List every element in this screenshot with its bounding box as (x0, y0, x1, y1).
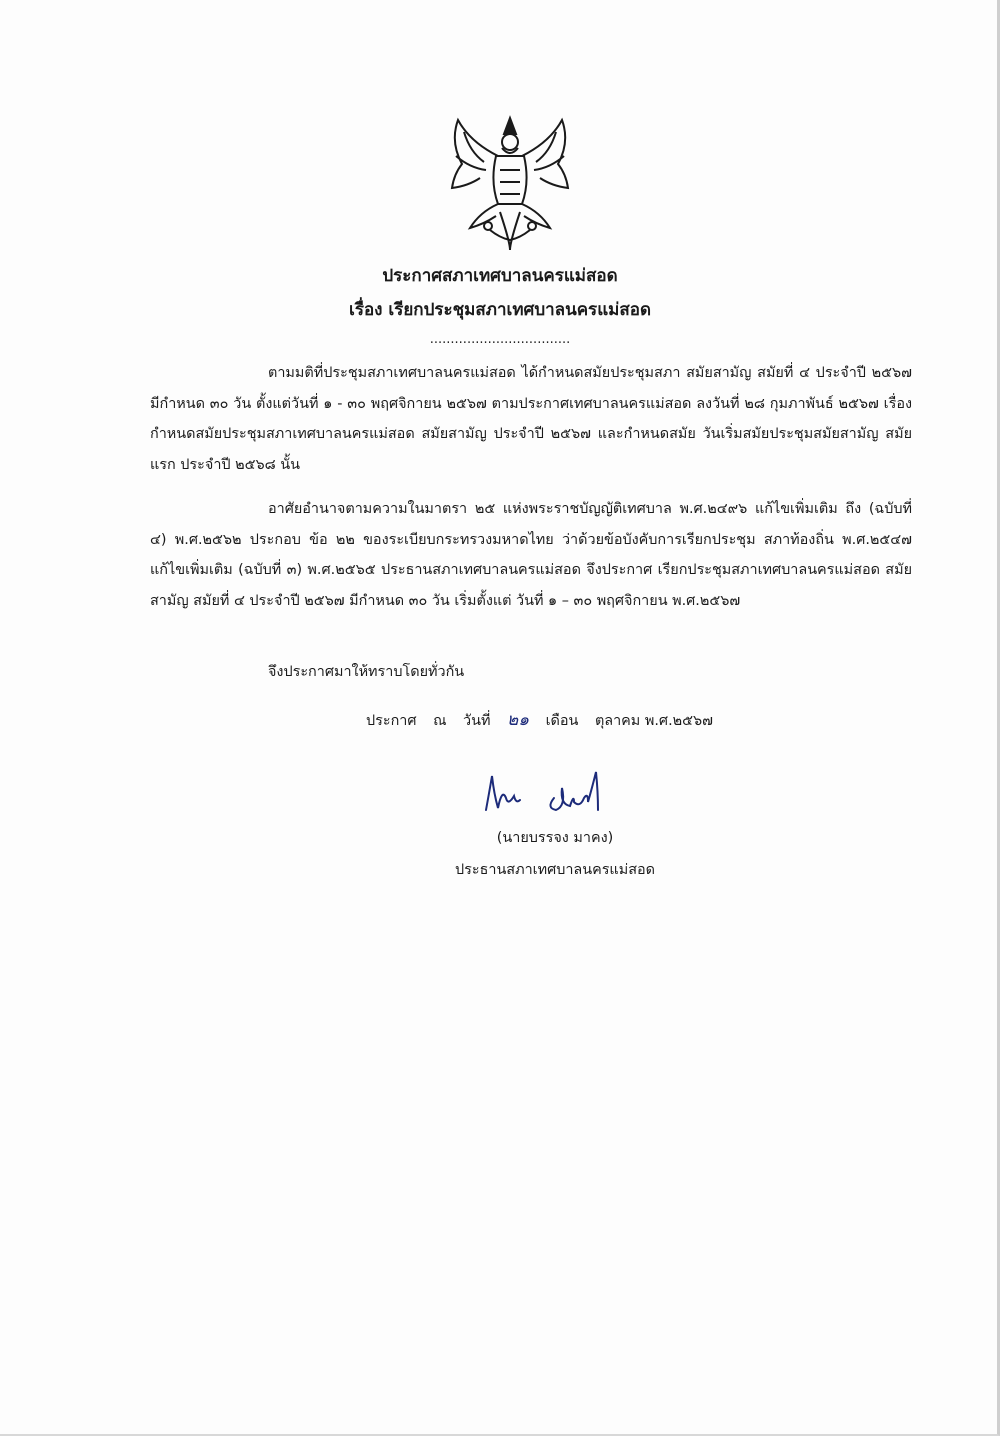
month-year-value: ตุลาคม พ.ศ.๒๕๖๗ (594, 713, 713, 729)
signer-name: (นายบรรจง มาคง) (496, 830, 614, 846)
closing-statement: จึงประกาศมาให้ทราบโดยทั่วกัน (268, 664, 465, 680)
body-paragraph-2: อาศัยอำนาจตามความในมาตรา ๒๕ แห่งพระราชบัญญัติเทศบาล พ.ศ.๒๔๙๖ แก้ไขเพิ่มเติม ถึง (ฉบับที่ ๔) พ.ศ.๒๕๖๒ ประกอบ ข้อ ๒๒ ของระเบียบกระทรวงมหาดไทย ว่าด้วยข้อบังคับการเรียกประชุม สภาท้องถิ่น พ.ศ.๒๕๔๗ แก้ไขเพิ่มเติม (ฉบับที่ ๓) พ.ศ.๒๕๖๕ ประธานสภาเทศบาลนครแม่สอด จึงประกาศ เรียกประชุมสภาเทศบาลนครแม่สอด สมัยสามัญ สมัยที่ ๔ ประจำปี ๒๕๖๗ มีกำหนด ๓๐ วัน เริ่มตั้งแต่ วันที่ ๑ – ๓๐ พฤศจิกายน พ.ศ.๒๕๖๗ (150, 501, 912, 609)
handwritten-signature (470, 758, 650, 828)
announce-label: ประกาศ (366, 713, 417, 729)
announcement-date (366, 706, 725, 733)
day-value: ๒๑ (507, 710, 530, 730)
signer-position: ประธานสภาเทศบาลนครแม่สอด (455, 862, 655, 878)
garuda-emblem-icon (440, 112, 580, 254)
title-separator: .................................. (429, 332, 571, 347)
announcement-title: ประกาศสภาเทศบาลนครแม่สอด (382, 266, 618, 286)
at-label: ณ (433, 713, 447, 729)
announcement-subject: เรื่อง เรียกประชุมสภาเทศบาลนครแม่สอด (349, 300, 651, 320)
body-paragraph-1: ตามมติที่ประชุมสภาเทศบาลนครแม่สอด ได้กำหนดสมัยประชุมสภา สมัยสามัญ สมัยที่ ๔ ประจำปี ๒๕๖๗ มีกำหนด ๓๐ วัน ตั้งแต่วันที่ ๑ - ๓๐ พฤศจิกายน ๒๕๖๗ ตามประกาศเทศบาลนครแม่สอด ลงวันที่ ๒๘ กุมภาพันธ์ ๒๕๖๗ เรื่อง กำหนดสมัยประชุมสภาเทศบาลนครแม่สอด สมัยสามัญ ประจำปี ๒๕๖๗ และกำหนดสมัย วันเริ่มสมัยประชุมสมัยสามัญ สมัยแรก ประจำปี ๒๕๖๘ นั้น (150, 365, 912, 473)
month-label: เดือน (545, 713, 579, 729)
day-label: วันที่ (463, 713, 491, 729)
